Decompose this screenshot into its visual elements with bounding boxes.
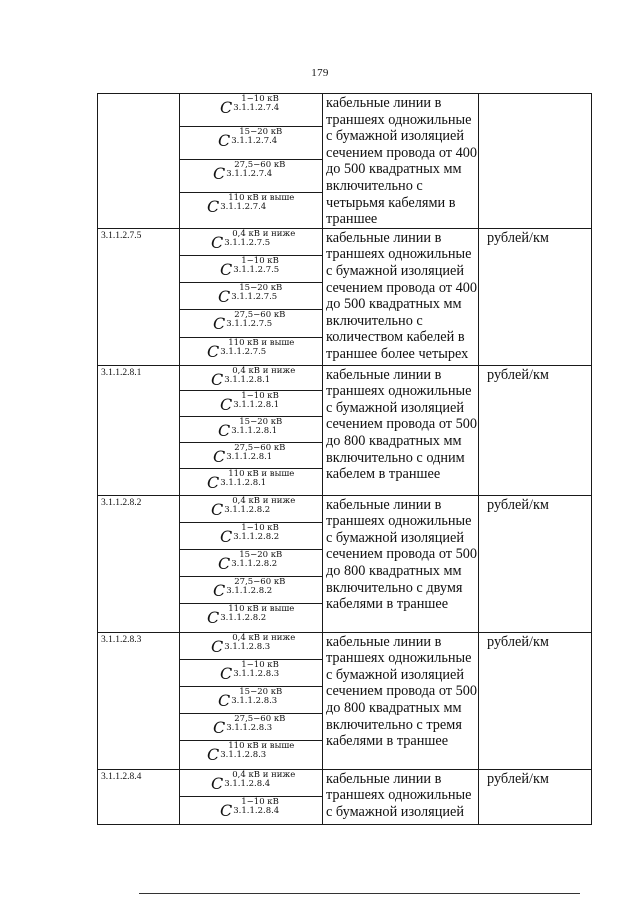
table-row <box>98 365 592 495</box>
voltage-superscript: 1−10 кВ <box>241 659 279 670</box>
code-subscript: 3.1.1.2.8.4 <box>224 778 271 789</box>
voltage-superscript: 1−10 кВ <box>241 522 279 533</box>
rate-formula <box>211 367 295 388</box>
rate-formula <box>213 311 285 332</box>
code-subscript: 3.1.1.2.7.4 <box>233 103 280 113</box>
formula-cell <box>180 770 322 797</box>
voltage-superscript: 27,5−60 кВ <box>234 577 286 588</box>
formula-cell <box>180 283 322 310</box>
formula-symbol: C <box>207 197 220 216</box>
voltage-superscript: 15−20 кВ <box>239 283 283 294</box>
formula-symbol: C <box>220 395 233 415</box>
description-cell: кабельные линии в траншеях одножильные с бумажной изоляцией <box>323 769 479 824</box>
formula-indices <box>220 339 294 357</box>
formula-cell <box>180 193 322 226</box>
formula-cell <box>180 469 322 495</box>
voltage-superscript: 0,4 кВ и ниже <box>232 769 296 780</box>
formula-indices <box>231 284 282 302</box>
formula-indices <box>220 470 294 488</box>
code-subscript: 3.1.1.2.8.3 <box>220 750 267 761</box>
rate-formula <box>213 444 285 465</box>
code-subscript: 3.1.1.2.7.5 <box>220 346 267 357</box>
formula-symbol: C <box>220 98 233 117</box>
code-subscript: 3.1.1.2.8.4 <box>233 805 280 816</box>
formula-indices <box>224 771 295 789</box>
voltage-superscript: 110 кВ и выше <box>228 468 295 479</box>
table-row <box>98 632 592 769</box>
rate-formula <box>220 524 279 545</box>
unit-cell: рублей/км <box>479 632 592 769</box>
voltage-superscript: 110 кВ и выше <box>228 337 295 348</box>
code-subscript: 3.1.1.2.8.2 <box>226 586 273 597</box>
table-row <box>98 495 592 632</box>
rate-formula <box>207 194 294 215</box>
code-subscript: 3.1.1.2.7.5 <box>226 319 273 330</box>
code-subscript: 3.1.1.2.7.4 <box>220 202 267 212</box>
rate-formula <box>211 771 295 792</box>
formula-cell <box>180 687 322 714</box>
code-cell: 3.1.1.2.8.1 <box>98 365 180 495</box>
formula-symbol: C <box>207 341 220 361</box>
formula-column-cell <box>180 365 323 495</box>
code-cell: 3.1.1.2.7.5 <box>98 228 180 365</box>
formula-symbol: C <box>218 287 231 307</box>
rate-formula <box>218 688 282 709</box>
formula-indices <box>231 128 282 146</box>
rate-formula <box>207 339 294 360</box>
rate-formula <box>218 284 282 305</box>
formula-indices <box>226 161 285 179</box>
rate-formula <box>211 497 295 518</box>
table-row <box>98 228 592 365</box>
formula-symbol: C <box>207 472 220 492</box>
formula-symbol: C <box>218 690 231 710</box>
formula-indices <box>231 551 282 569</box>
formula-indices <box>233 95 279 113</box>
table-row <box>98 769 592 824</box>
rate-formula <box>218 551 282 572</box>
table-body <box>98 94 592 825</box>
formula-cell <box>180 256 322 283</box>
code-cell: 3.1.1.2.8.4 <box>98 769 180 824</box>
description-cell: кабельные линии в траншеях одножильные с бумажной изоляцией сечением провода от 400 до 500 квадратных мм включительно с четырьмя кабелями в траншее <box>323 94 479 229</box>
formula-indices <box>233 392 279 410</box>
voltage-superscript: 1−10 кВ <box>241 391 279 402</box>
formula-indices <box>233 798 279 816</box>
code-subscript: 3.1.1.2.8.2 <box>224 504 271 515</box>
code-subscript: 3.1.1.2.8.2 <box>231 559 278 570</box>
formula-symbol: C <box>218 131 231 150</box>
formula-symbol: C <box>211 773 224 793</box>
formula-cell <box>180 633 322 660</box>
voltage-superscript: 15−20 кВ <box>239 127 283 137</box>
formula-indices <box>224 634 295 652</box>
formula-indices <box>220 194 294 212</box>
voltage-superscript: 15−20 кВ <box>239 550 283 561</box>
formula-symbol: C <box>211 232 224 252</box>
code-subscript: 3.1.1.2.7.4 <box>226 169 273 179</box>
formula-indices <box>226 311 285 329</box>
formula-column-cell <box>180 769 323 824</box>
formula-symbol: C <box>220 259 233 279</box>
voltage-superscript: 0,4 кВ и ниже <box>232 228 296 239</box>
rate-formula <box>207 742 294 763</box>
description-cell: кабельные линии в траншеях одножильные с бумажной изоляцией сечением провода от 500 до 800 квадратных мм включительно с тремя кабелями в траншее <box>323 632 479 769</box>
formula-indices <box>224 497 295 515</box>
formula-indices <box>233 524 279 542</box>
code-subscript: 3.1.1.2.8.3 <box>231 695 278 706</box>
formula-cell <box>180 496 322 523</box>
formula-cell <box>180 417 322 443</box>
formula-column-cell <box>180 632 323 769</box>
formula-indices <box>231 688 282 706</box>
formula-indices <box>224 367 295 385</box>
formula-cell <box>180 366 322 392</box>
code-subscript: 3.1.1.2.8.3 <box>233 668 280 679</box>
unit-cell <box>479 94 592 229</box>
code-subscript: 3.1.1.2.7.4 <box>231 136 278 146</box>
formula-symbol: C <box>213 314 226 334</box>
formula-column-cell <box>180 94 323 229</box>
voltage-superscript: 110 кВ и выше <box>228 604 295 615</box>
tariff-table <box>97 93 592 825</box>
formula-cell <box>180 310 322 337</box>
code-subscript: 3.1.1.2.8.1 <box>220 477 267 488</box>
voltage-superscript: 0,4 кВ и ниже <box>232 365 296 376</box>
voltage-superscript: 15−20 кВ <box>239 686 283 697</box>
formula-cell <box>180 604 322 631</box>
code-cell: 3.1.1.2.8.2 <box>98 495 180 632</box>
voltage-superscript: 27,5−60 кВ <box>234 714 286 725</box>
formula-cell <box>180 741 322 768</box>
formula-indices <box>233 661 279 679</box>
formula-symbol: C <box>213 447 226 467</box>
rate-formula <box>220 95 279 116</box>
code-subscript: 3.1.1.2.8.3 <box>226 723 273 734</box>
formula-symbol: C <box>220 663 233 683</box>
rate-formula <box>218 128 282 149</box>
formula-cell <box>180 443 322 469</box>
formula-column-cell <box>180 495 323 632</box>
formula-cell <box>180 391 322 417</box>
voltage-superscript: 27,5−60 кВ <box>234 443 286 454</box>
code-subscript: 3.1.1.2.8.3 <box>224 641 271 652</box>
rate-formula <box>220 257 279 278</box>
voltage-superscript: 0,4 кВ и ниже <box>232 495 296 506</box>
formula-cell <box>180 523 322 550</box>
formula-symbol: C <box>220 800 233 820</box>
unit-cell: рублей/км <box>479 495 592 632</box>
formula-symbol: C <box>213 718 226 738</box>
formula-symbol: C <box>211 636 224 656</box>
formula-indices <box>220 605 294 623</box>
unit-cell: рублей/км <box>479 228 592 365</box>
formula-symbol: C <box>218 554 231 574</box>
code-subscript: 3.1.1.2.8.1 <box>226 452 273 463</box>
code-subscript: 3.1.1.2.8.2 <box>220 613 267 624</box>
formula-cell <box>180 577 322 604</box>
description-cell: кабельные линии в траншеях одножильные с бумажной изоляцией сечением провода от 500 до 800 квадратных мм включительно с двумя кабелями в траншее <box>323 495 479 632</box>
formula-cell <box>180 127 322 160</box>
code-subscript: 3.1.1.2.7.5 <box>231 292 278 303</box>
formula-cell <box>180 160 322 193</box>
voltage-superscript: 27,5−60 кВ <box>234 310 286 321</box>
formula-symbol: C <box>211 499 224 519</box>
unit-cell: рублей/км <box>479 769 592 824</box>
formula-indices <box>226 444 285 462</box>
formula-cell <box>180 660 322 687</box>
formula-column-cell <box>180 228 323 365</box>
description-cell: кабельные линии в траншеях одножильные с бумажной изоляцией сечением провода от 500 до 800 квадратных мм включительно с одним кабелем в траншее <box>323 365 479 495</box>
formula-symbol: C <box>211 369 224 389</box>
code-cell <box>98 94 180 229</box>
code-subscript: 3.1.1.2.7.5 <box>233 264 280 275</box>
voltage-superscript: 1−10 кВ <box>241 94 279 104</box>
rate-formula <box>213 578 285 599</box>
description-cell: кабельные линии в траншеях одножильные с бумажной изоляцией сечением провода от 400 до 500 квадратных мм включительно с количеством кабелей в траншее более четырех <box>323 228 479 365</box>
page-bottom-line <box>139 893 580 894</box>
code-cell: 3.1.1.2.8.3 <box>98 632 180 769</box>
code-subscript: 3.1.1.2.8.1 <box>233 400 280 411</box>
formula-symbol: C <box>213 164 226 183</box>
rate-formula <box>213 715 285 736</box>
rate-formula <box>220 661 279 682</box>
voltage-superscript: 1−10 кВ <box>241 255 279 266</box>
rate-formula <box>211 230 295 251</box>
rate-formula <box>220 392 279 413</box>
code-subscript: 3.1.1.2.8.1 <box>224 374 271 385</box>
formula-cell <box>180 94 322 127</box>
formula-cell <box>180 550 322 577</box>
formula-cell <box>180 797 322 824</box>
formula-indices <box>226 715 285 733</box>
formula-cell <box>180 714 322 741</box>
formula-cell <box>180 338 322 365</box>
unit-cell: рублей/км <box>479 365 592 495</box>
formula-indices <box>231 418 282 436</box>
formula-indices <box>226 578 285 596</box>
code-subscript: 3.1.1.2.8.1 <box>231 426 278 437</box>
voltage-superscript: 1−10 кВ <box>241 796 279 807</box>
formula-indices <box>224 230 295 248</box>
code-subscript: 3.1.1.2.8.2 <box>233 531 280 542</box>
formula-cell <box>180 229 322 256</box>
rate-formula <box>211 634 295 655</box>
voltage-superscript: 27,5−60 кВ <box>234 160 286 170</box>
rate-formula <box>207 470 294 491</box>
voltage-superscript: 15−20 кВ <box>239 417 283 428</box>
formula-symbol: C <box>207 608 220 628</box>
formula-symbol: C <box>220 526 233 546</box>
voltage-superscript: 0,4 кВ и ниже <box>232 632 296 643</box>
formula-symbol: C <box>218 421 231 441</box>
code-subscript: 3.1.1.2.7.5 <box>224 237 271 248</box>
formula-symbol: C <box>207 745 220 765</box>
voltage-superscript: 110 кВ и выше <box>228 193 295 203</box>
rate-formula <box>207 605 294 626</box>
formula-indices <box>220 742 294 760</box>
formula-symbol: C <box>213 581 226 601</box>
page-number: 179 <box>311 67 329 79</box>
rate-formula <box>213 161 285 182</box>
rate-formula <box>220 798 279 819</box>
formula-indices <box>233 257 279 275</box>
table-row <box>98 94 592 229</box>
rate-formula <box>218 418 282 439</box>
voltage-superscript: 110 кВ и выше <box>228 741 295 752</box>
